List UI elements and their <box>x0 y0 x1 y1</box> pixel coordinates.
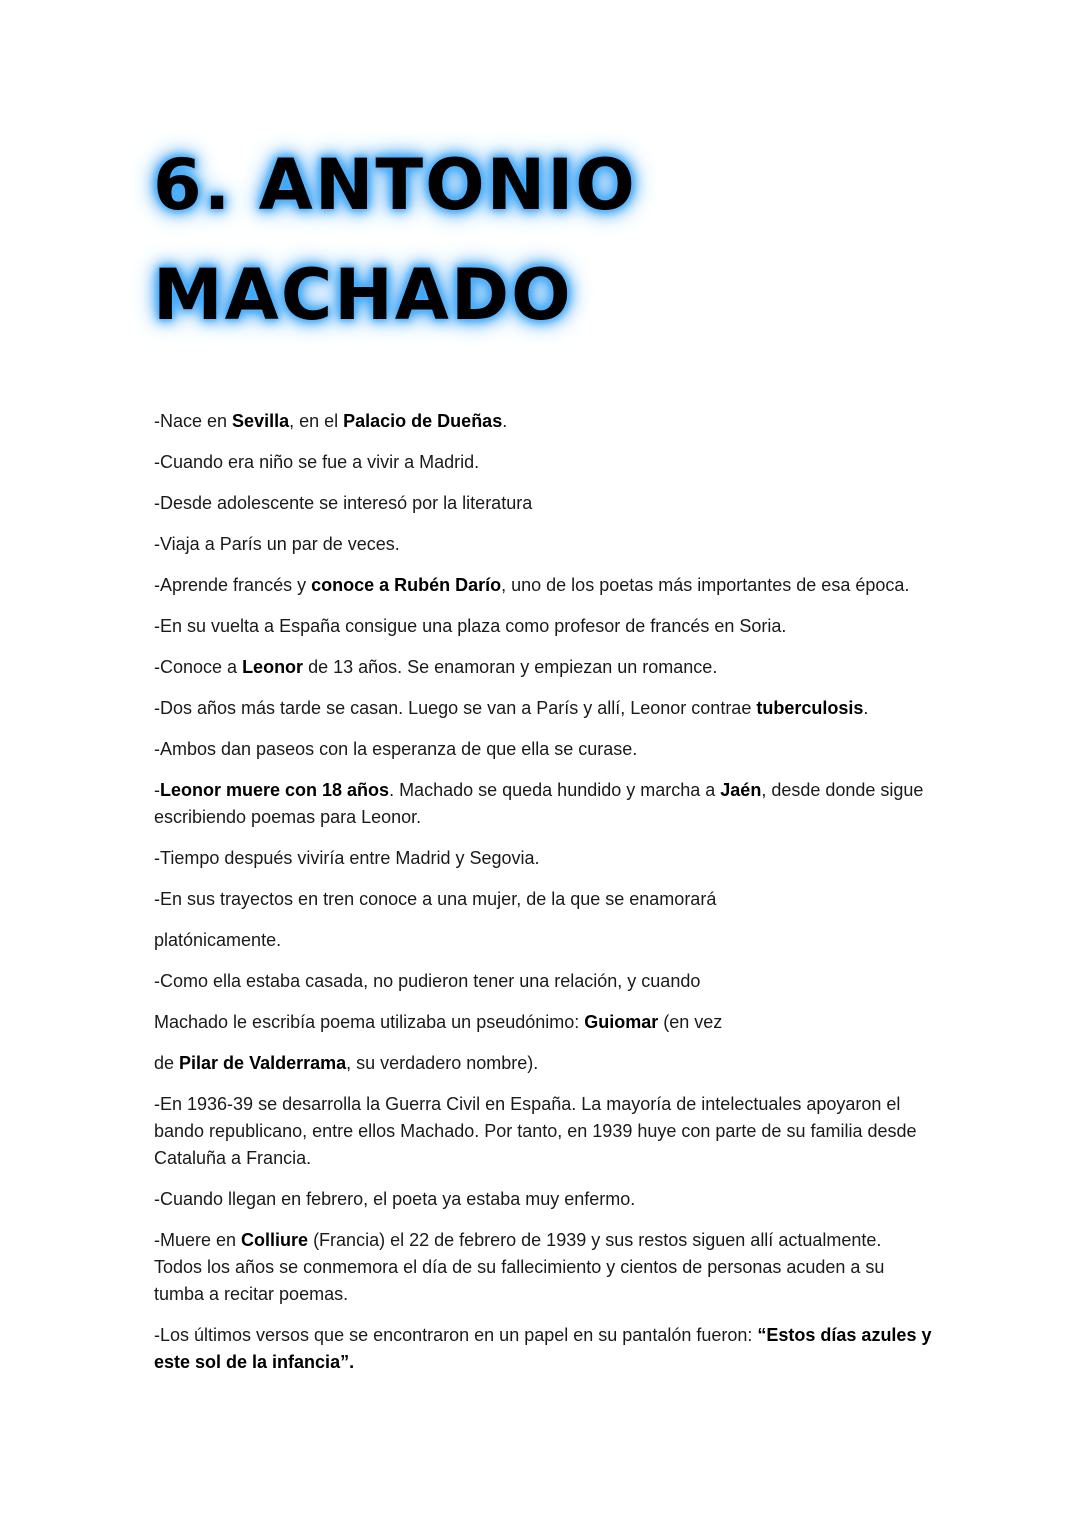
paragraph <box>154 613 934 640</box>
text-run: -Los últimos versos que se encontraron en un papel en su pantalón fueron: <box>154 1325 758 1345</box>
paragraph <box>154 1322 934 1376</box>
text-run: -En sus trayectos en tren conoce a una mujer, de la que se enamorará <box>154 889 717 909</box>
bold-text: tuberculosis <box>756 698 864 718</box>
text-run: (Francia) el 22 de febrero de 1939 y sus restos siguen allí actualmente. Todos los años se conmemora el día de su fallecimiento y cientos de personas acuden a su tumba a recitar poemas. <box>154 1230 885 1304</box>
paragraph <box>154 695 934 722</box>
bold-text: conoce a Rubén Darío <box>311 575 502 595</box>
text-run: . <box>502 411 508 431</box>
text-run: -Tiempo después viviría entre Madrid y Segovia. <box>154 848 540 868</box>
paragraph <box>154 654 934 681</box>
text-run: -Cuando era niño se fue a vivir a Madrid. <box>154 452 480 472</box>
text-run: , su verdadero nombre). <box>346 1053 539 1073</box>
paragraph <box>154 777 934 831</box>
text-run: -Como ella estaba casada, no pudieron tener una relación, y cuando <box>154 971 701 991</box>
text-run: -En 1936-39 se desarrolla la Guerra Civil en España. La mayoría de intelectuales apoyaron el bando republicano, entre ellos Machado. Por tanto, en 1939 huye con parte de su familia desde Cataluña a Francia. <box>154 1094 917 1168</box>
text-run: -Cuando llegan en febrero, el poeta ya estaba muy enfermo. <box>154 1189 636 1209</box>
paragraph <box>154 1091 934 1172</box>
paragraph <box>154 531 934 558</box>
text-run: -Nace en <box>154 411 233 431</box>
paragraph <box>154 968 934 995</box>
text-run: - <box>154 780 160 800</box>
paragraph <box>154 490 934 517</box>
text-run: -Muere en <box>154 1230 242 1250</box>
text-run: -Ambos dan paseos con la esperanza de que ella se curase. <box>154 739 638 759</box>
bold-text: Palacio de Dueñas <box>343 411 503 431</box>
title-line-1: 6. ANTONIO <box>153 144 637 226</box>
paragraph <box>154 408 934 435</box>
paragraph <box>154 886 934 913</box>
text-run: -Viaja a París un par de veces. <box>154 534 400 554</box>
paragraph <box>154 845 934 872</box>
text-run: . Machado se queda hundido y marcha a <box>389 780 721 800</box>
text-run: -Dos años más tarde se casan. Luego se van a París y allí, Leonor contrae <box>154 698 757 718</box>
text-run: , desde donde sigue escribiendo poemas para Leonor. <box>154 780 924 827</box>
paragraph <box>154 449 934 476</box>
paragraph <box>154 1050 934 1077</box>
bold-text: Leonor muere con 18 años <box>160 780 390 800</box>
text-run: -Aprende francés y <box>154 575 312 595</box>
text-run: , en el <box>289 411 344 431</box>
bold-text: Leonor <box>242 657 304 677</box>
paragraph <box>154 736 934 763</box>
title-line-2: MACHADO <box>153 254 573 336</box>
text-run: , uno de los poetas más importantes de esa época. <box>501 575 910 595</box>
text-run: de <box>154 1053 180 1073</box>
paragraph <box>154 1009 934 1036</box>
paragraph <box>154 927 934 954</box>
bold-text: Colliure <box>241 1230 309 1250</box>
text-run: platónicamente. <box>154 930 282 950</box>
paragraph <box>154 1227 934 1308</box>
text-run: Machado le escribía poema utilizaba un pseudónimo: <box>154 1012 585 1032</box>
text-run: (en vez <box>658 1012 723 1032</box>
text-run: de 13 años. Se enamoran y empiezan un romance. <box>303 657 718 677</box>
paragraph <box>154 572 934 599</box>
bold-text: Sevilla <box>232 411 290 431</box>
biography-text <box>154 408 934 1390</box>
text-run: -En su vuelta a España consigue una plaza como profesor de francés en Soria. <box>154 616 787 636</box>
bold-text: “Estos días azules y este sol de la infancia”. <box>154 1325 932 1372</box>
page-title <box>153 130 637 350</box>
text-run: . <box>863 698 869 718</box>
text-run: -Desde adolescente se interesó por la literatura <box>154 493 533 513</box>
bold-text: Jaén <box>720 780 762 800</box>
bold-text: Guiomar <box>584 1012 659 1032</box>
bold-text: Pilar de Valderrama <box>179 1053 347 1073</box>
paragraph <box>154 1186 934 1213</box>
text-run: -Conoce a <box>154 657 243 677</box>
